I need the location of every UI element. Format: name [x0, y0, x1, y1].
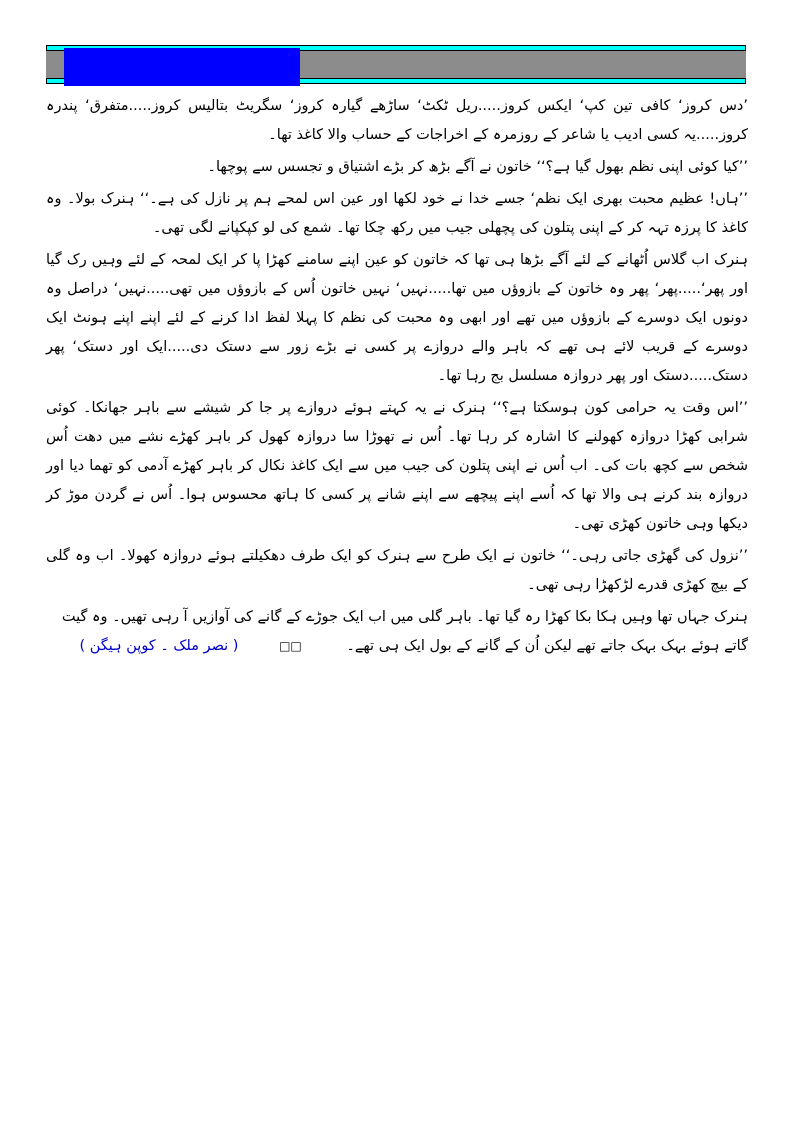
- author-credit: ( نصر ملک ۔ کوپن ہیگن ): [79, 638, 239, 654]
- article-body: [46, 92, 748, 664]
- paragraph: ’’اس وقت یہ حرامی کون ہوسکتا ہے؟‘‘ ہنرک نے یہ کہتے ہوئے دروازے پر جا کر شیشے سے باہر جھانکا۔ کوئی شرابی کھڑا دروازہ کھولنے کا اشارہ کر رہا تھا۔ اُس نے تھوڑا سا دروازہ کھول کر باہر کھڑے نشے میں دھت اُس شخص سے کچھ بات کی۔ اب اُس نے اپنی پتلون کی جیب میں سے ایک کاغذ نکال کر باہر کھڑے آدمی کو تھما دیا اور دروازہ بند کرنے ہی والا تھا کہ اُسے اپنے پیچھے سے اپنے شانے پر کسی کا ہاتھ محسوس ہوا۔ اُس نے گردن موڑ کر دیکھا وہی خاتون کھڑی تھی۔: [46, 400, 748, 532]
- paragraph: ہنرک جہاں تھا وہیں ہکا بکا کھڑا رہ گیا تھا۔ باہر گلی میں اب ایک جوڑے کے گانے کی آوازیں آ رہی تھیں۔ وہ گیت گاتے ہوئے بہک بہک جاتے تھے لیکن اُن کے گانے کے بول ایک ہی تھے۔: [61, 609, 748, 654]
- paragraph: ’’ہاں! عظیم محبت بھری ایک نظم‘ جسے خدا نے خود لکھا اور عین اس لمحے ہم پر نازل کی ہے۔‘‘ ہنرک بولا۔ وہ کاغذ کا پرزہ تہہ کر کے اپنی پتلون کی پچھلی جیب میں رکھ چکا تھا۔ شمع کی لو کپکپانے لگی تھی۔: [46, 191, 748, 236]
- end-marks: □□: [279, 639, 302, 653]
- closing-paragraph: [46, 603, 748, 661]
- paragraph: ’’کیا کوئی اپنی نظم بھول گیا ہے؟‘‘ خاتون نے آگے بڑھ کر بڑے اشتیاق و تجسس سے پوچھا۔: [207, 159, 748, 175]
- paragraph: ’دس کروز‘ کافی تین کپ‘ ایکس کروز.....ریل ٹکٹ‘ ساڑھے گیارہ کروز‘ سگریٹ بتالیس کروز.....متفرق‘ پندرہ کروز.....یہ کسی ادیب یا شاعر کے روزمرہ کے اخراجات کے حساب والا کاغذ تھا۔: [46, 98, 748, 143]
- paragraph: ہنرک اب گلاس اُٹھانے کے لئے آگے بڑھا ہی تھا کہ خاتون کو عین اپنے سامنے کھڑا پا کر ایک لمحہ کے لئے وہیں رک گیا اور پھر‘.....پھر‘ پھر وہ خاتون کے بازوؤں میں تھا.....نہیں‘ نہیں خاتون اُس کے بازوؤں میں تھی.....نہیں‘ دراصل وہ دونوں ایک دوسرے کے بازوؤں میں تھے اور ابھی وہ محبت کی نظم کا پہلا لفظ ادا کرنے کے لئے اپنے اپنے ہونٹ ایک دوسرے کے قریب لائے ہی تھے کہ باہر والے دروازے پر کسی نے بڑے زور سے دستک دی.....ایک اور دستک‘ پھر دستک.....دستک اور پھر دروازہ مسلسل بج رہا تھا۔: [46, 252, 748, 384]
- paragraph: ’’نزول کی گھڑی جاتی رہی۔‘‘ خاتون نے ایک طرح سے ہنرک کو ایک طرف دھکیلتے ہوئے دروازہ کھولا۔ اب وہ گلی کے بیچ کھڑی قدرے لڑکھڑا رہی تھی۔: [46, 548, 748, 593]
- page-header-banner: [46, 45, 746, 86]
- header-blue-block: [64, 48, 300, 86]
